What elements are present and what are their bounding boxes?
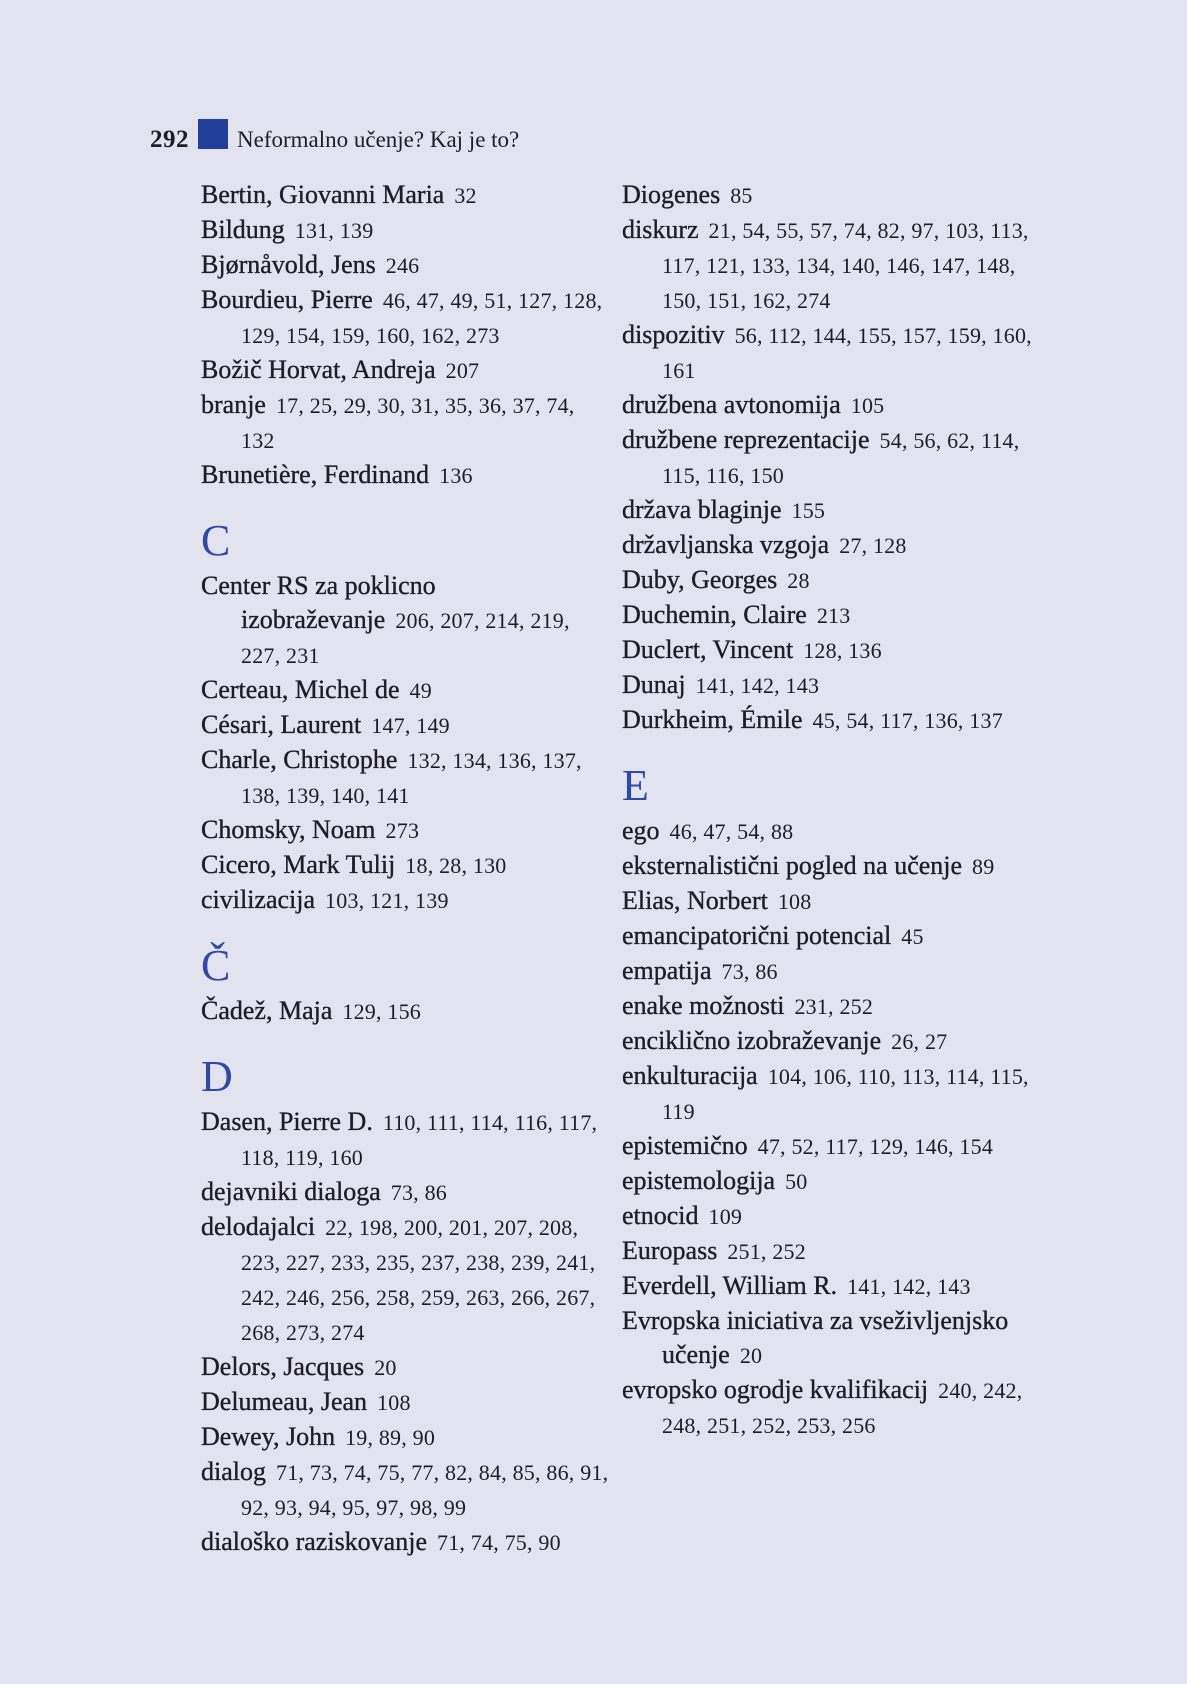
index-page-refs: 71, 73, 74, 75, 77, 82, 84, 85, 86, 91, 92, 93, 94, 95, 97, 98, 99 [241,1460,609,1520]
index-page-refs: 246 [385,253,420,278]
section-letter: E [622,761,649,810]
index-page-refs: 71, 74, 75, 90 [437,1530,561,1555]
index-term: Duclert, Vincent [622,635,794,664]
index-entry [622,423,1042,493]
index-term: Chomsky, Noam [201,815,376,844]
index-term: Duby, Georges [622,565,778,594]
index-page-refs: 46, 47, 54, 88 [669,819,794,844]
index-page-refs: 45 [901,924,924,949]
index-page-refs: 20 [374,1355,397,1380]
running-title: Neformalno učenje? Kaj je to? [237,127,520,152]
index-entry [201,1385,611,1420]
index-entry [622,563,1042,598]
index-page-refs: 109 [708,1204,743,1229]
index-term: Bildung [201,215,285,244]
index-entry [622,954,1042,989]
index-entry [201,883,611,918]
index-term: družbena avtonomija [622,390,841,419]
index-page-refs: 85 [730,183,753,208]
index-page-refs: 147, 149 [371,713,450,738]
index-term: enciklično izobraževanje [622,1026,882,1055]
index-page-refs: 26, 27 [891,1029,948,1054]
index-term: dispozitiv [622,320,725,349]
index-entry [622,814,1042,849]
index-term: Elias, Norbert [622,886,768,915]
index-term: Duchemin, Claire [622,600,807,629]
index-entry [201,213,611,248]
index-term: branje [201,390,266,419]
index-page-refs: 141, 142, 143 [847,1274,971,1299]
index-page-refs: 28 [787,568,810,593]
index-page-refs: 27, 128 [839,533,907,558]
index-term: dejavniki dialoga [201,1177,381,1206]
index-term: Delumeau, Jean [201,1387,368,1416]
index-entry [201,178,611,213]
index-entry [622,703,1042,738]
index-entry [201,388,611,458]
index-page-refs: 21, 54, 55, 57, 74, 82, 97, 103, 113, 117, 121, 133, 134, 140, 146, 147, 148, 150, 151, 162, 274 [662,218,1029,313]
index-term: Dewey, John [201,1422,336,1451]
index-entry [622,633,1042,668]
index-page-refs: 104, 106, 110, 113, 114, 115, 119 [662,1064,1029,1124]
index-entry [201,1525,611,1560]
index-page-refs: 22, 198, 200, 201, 207, 208, 223, 227, 233, 235, 237, 238, 239, 241, 242, 246, 256, 258, 259, 263, 266, 267, 268, 273, 274 [241,1215,596,1345]
section-letter: D [201,1052,233,1101]
index-term: dialog [201,1457,266,1486]
index-term: Certeau, Michel de [201,675,400,704]
index-entry [201,1420,611,1455]
section-letter: C [201,516,231,565]
index-term: Brunetière, Ferdinand [201,460,430,489]
index-entry [622,1373,1042,1443]
index-page-refs: 141, 142, 143 [695,673,820,698]
index-term: emancipatorični potencial [622,921,892,950]
index-column-right [622,178,1042,1443]
index-term: državljanska vzgoja [622,530,830,559]
index-term: Čadež, Maja [201,996,333,1025]
index-term: empatija [622,956,712,985]
index-entry [622,493,1042,528]
index-term: Bjørnåvold, Jens [201,250,376,279]
index-term: Dasen, Pierre D. [201,1107,373,1136]
index-page-refs: 103, 121, 139 [325,888,449,913]
index-entry [201,673,611,708]
index-page-refs: 18, 28, 130 [405,853,507,878]
index-page-refs: 20 [739,1343,763,1368]
index-page-refs: 17, 25, 29, 30, 31, 35, 36, 37, 74, 132 [241,393,575,453]
index-page-refs: 73, 86 [721,959,778,984]
index-term: Europass [622,1236,718,1265]
index-page-refs: 206, 207, 214, 219, 227, 231 [241,608,570,668]
index-entry [622,1269,1042,1304]
index-entry [622,1164,1042,1199]
index-page-refs: 207 [445,358,480,383]
index-entry [622,849,1042,884]
index-page-refs: 46, 47, 49, 51, 127, 128, 129, 154, 159, 160, 162, 273 [241,288,603,348]
index-page-refs: 213 [816,603,851,628]
index-entry [622,178,1042,213]
index-term: Center RS za poklicno izobraževanje [201,571,436,634]
index-term: Dunaj [622,670,686,699]
index-term: diskurz [622,215,699,244]
index-entry [201,248,611,283]
index-entry [201,1350,611,1385]
index-term: epistemično [622,1131,748,1160]
index-entry [201,743,611,813]
index-column-left [201,178,611,1560]
index-entry [622,989,1042,1024]
index-term: Everdell, William R. [622,1271,838,1300]
index-page-refs: 89 [972,854,995,879]
page-header [150,120,519,160]
index-entry [201,569,611,673]
index-term: Bertin, Giovanni Maria [201,180,445,209]
index-entry [201,708,611,743]
index-entry [201,1105,611,1175]
index-term: Delors, Jacques [201,1352,365,1381]
index-term: ego [622,816,660,845]
index-entry [622,1234,1042,1269]
index-entry [622,668,1042,703]
index-page-refs: 128, 136 [803,638,882,663]
index-entry [201,1210,611,1350]
index-page-refs: 50 [785,1169,808,1194]
index-page-refs: 32 [454,183,477,208]
index-entry [201,283,611,353]
index-entry [201,353,611,388]
index-page-refs: 45, 54, 117, 136, 137 [812,708,1003,733]
index-page-refs: 56, 112, 144, 155, 157, 159, 160, 161 [662,323,1032,383]
index-term: Bourdieu, Pierre [201,285,373,314]
index-entry [622,1199,1042,1234]
index-page-refs: 108 [777,889,812,914]
index-page-refs: 131, 139 [294,218,374,243]
index-term: država blaginje [622,495,782,524]
index-page-refs: 231, 252 [794,994,874,1019]
index-entry [622,1304,1042,1373]
index-page-refs: 49 [409,678,432,703]
index-entry [201,813,611,848]
index-term: Cicero, Mark Tulij [201,850,396,879]
index-page-refs: 132, 134, 136, 137, 138, 139, 140, 141 [241,748,582,808]
index-entry [201,994,611,1029]
index-page-refs: 110, 111, 114, 116, 117, 118, 119, 160 [241,1110,598,1170]
index-entry [201,1455,611,1525]
index-page-refs: 273 [385,818,420,843]
index-page-refs: 108 [377,1390,411,1415]
index-page-refs: 240, 242, 248, 251, 252, 253, 256 [662,1378,1023,1438]
index-entry [622,1059,1042,1129]
index-page-refs: 105 [850,393,885,418]
index-term: Charle, Christophe [201,745,398,774]
index-entry [622,1129,1042,1164]
index-page-refs: 73, 86 [390,1180,447,1205]
index-entry [622,388,1042,423]
blue-square-marker [198,119,228,149]
index-term: enake možnosti [622,991,785,1020]
index-term: evropsko ogrodje kvalifikacij [622,1375,929,1404]
index-term: Diogenes [622,180,721,209]
index-entry [622,318,1042,388]
index-term: dialoško raziskovanje [201,1527,427,1556]
index-entry [622,213,1042,318]
index-term: eksternalistični pogled na učenje [622,851,963,880]
section-letter: Č [201,941,231,990]
index-page-refs: 136 [439,463,473,488]
index-entry [201,1175,611,1210]
index-entry [622,598,1042,633]
index-entry [622,1024,1042,1059]
index-entry [622,919,1042,954]
index-term: družbene reprezentacije [622,425,870,454]
index-page-refs: 251, 252 [727,1239,806,1264]
index-term: Césari, Laurent [201,710,362,739]
index-term: Evropska iniciativa za vseživljenjsko učenje [622,1306,1009,1369]
index-term: Durkheim, Émile [622,705,803,734]
index-term: epistemologija [622,1166,776,1195]
index-entry [201,848,611,883]
index-entry [622,884,1042,919]
index-term: Božič Horvat, Andreja [201,355,436,384]
index-term: enkulturacija [622,1061,758,1090]
index-page-refs: 155 [791,498,826,523]
index-term: etnocid [622,1201,699,1230]
index-page-refs: 129, 156 [342,999,421,1024]
index-page-refs: 19, 89, 90 [345,1425,436,1450]
index-page-refs: 47, 52, 117, 129, 146, 154 [757,1134,994,1159]
page-number: 292 [150,126,189,153]
index-term: delodajalci [201,1212,316,1241]
index-term: civilizacija [201,885,316,914]
index-entry [622,528,1042,563]
index-entry [201,458,611,493]
index-page-refs: 54, 56, 62, 114, 115, 116, 150 [662,428,1020,488]
